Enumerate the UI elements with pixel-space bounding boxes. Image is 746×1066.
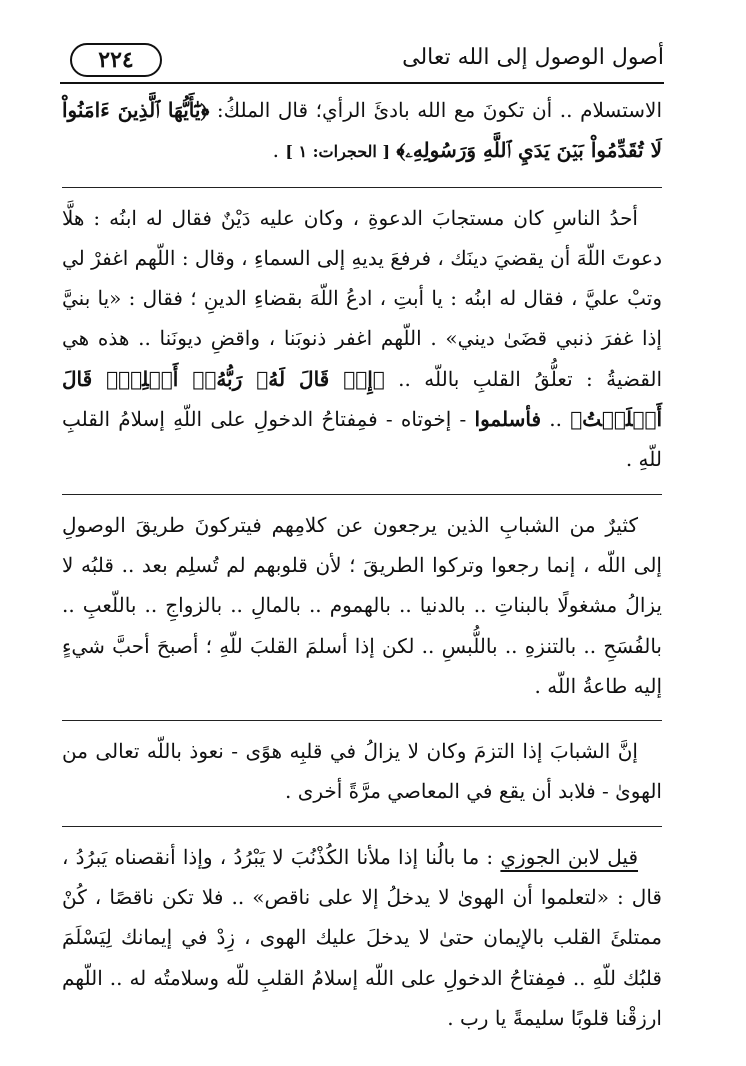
- paragraph-1: [62, 90, 662, 173]
- quran-verse: ﴿إِذۡ قَالَ لَهُۥ رَبُّهُۥٓ أَسۡلِمۡۖ قَالَ أَسۡلَمۡتُ﴾: [62, 366, 663, 432]
- paragraph-3: [62, 494, 662, 706]
- paragraph-text: إنَّ الشبابَ إذا التزمَ وكان لا يزالُ في قلبِه هوًى - نعوذ باللّه تعالى من الهوىٰ - فلابد أن يقع في المعاصي مرَّةً أخرى .: [62, 739, 662, 804]
- paragraph-mid: ..: [541, 407, 571, 432]
- paragraph-text: كثيرٌ من الشبابِ الذين يرجعون عن كلامِهم فيتركونَ طريقَ الوصولِ إلى اللّه ، إنما رجعوا وتركوا الطريقَ ؛ لأن قلوبهم لم تُسلِم بعد .. قلبُه لا يزالُ مشغولًا بالبناتِ .. بالدنيا .. بالهموم .. بالمالِ .. بالزواجِ .. باللّعبِ .. بالفُسَحِ .. بالتنزهِ .. باللُّبسِ .. لكن إذا أسلمَ القلبَ للّهِ ؛ أصبحَ أحبَّ شيءٍ إليه طاعةُ اللّه .: [62, 512, 662, 698]
- paragraph-text: أحدُ الناسِ كان مستجابَ الدعوةِ ، وكان عليه دَيْنٌ فقال له ابنُه : هلَّا دعوتَ اللّهَ أن يقضيَ دينَك ، فرفعَ يديهِ إلى السماءِ ، وقال : اللّهم اغفرْ لي وتبْ عليَّ ، فقال له ابنُه : يا أبتِ ، ادعُ اللّهَ بقضاءِ الدينِ ؛ فقال : «يا بنيَّ إذا غفرَ ذنبي قضَىٰ ديني» . اللّهم اغفر ذنوبَنا ، واقضِ ديونَنا .. هذه هي القضيةُ : تعلُّقُ القلبِ باللّه ..: [62, 205, 662, 391]
- emphasis-text: فأسلموا: [474, 407, 541, 432]
- quran-verse: ﴿يَٰٓأَيُّهَا ٱلَّذِينَ ءَامَنُواْ لَا تُقَدِّمُواْ بَيۡنَ يَدَيِ ٱللَّهِ وَرَسُولِهِۦ﴾: [62, 98, 662, 163]
- paragraph-text: الاستسلام .. أن تكونَ مع الله بادئَ الرأي؛ قال الملكُ:: [209, 98, 662, 122]
- paragraph-5: [62, 826, 662, 1038]
- running-title: أصول الوصول إلى الله تعالى: [402, 45, 664, 70]
- page-header: [60, 38, 664, 84]
- paragraph-text: : ما بالُنا إذا ملأنا الكُذْنُبَ لا يَبْرُدُ ، وإذا أنقصناه يَبرُدُ ، قال : «لتعلموا أن الهوىٰ لا يدخلُ إلا على ناقص» .. فلا تكن ناقصًا ، كُنْ ممتلئَ القلب بالإيمان حتىٰ لا يدخلَ عليك الهوى ، زِدْ في إيمانك لِيَسْلَمَ قلبُك للّهِ .. فمِفتاحُ الدخولِ على اللّه إسلامُ القلبِ للّه وسلامتُه له .. اللّهم ارزقْنا قلوبًا سليمةً يا رب .: [62, 844, 662, 1030]
- underlined-name: قيل لابن الجوزي: [500, 844, 639, 869]
- paragraph-end: .: [272, 138, 279, 163]
- paragraph-end: - إخوتاه - فمِفتاحُ الدخولِ على اللّهِ إسلامُ القلبِ للّهِ .: [62, 407, 662, 472]
- paragraph-2: [62, 187, 662, 480]
- page-number: ٢٢٤: [70, 43, 162, 77]
- page-body: [62, 90, 662, 1038]
- paragraph-4: [62, 720, 662, 812]
- verse-reference: [ الحجرات: ١ ]: [285, 142, 391, 162]
